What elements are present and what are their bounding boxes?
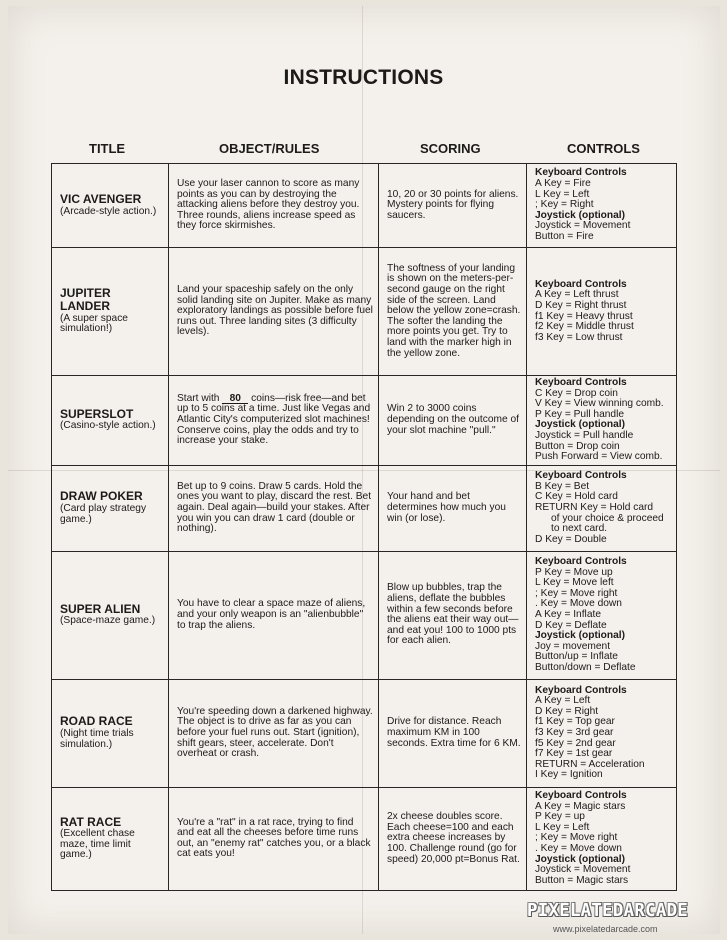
game-name: JUPITER LANDER [60,286,111,313]
control-mapping: I Key = Ignition [535,769,603,781]
game-scoring: Blow up bubbles, trap the aliens, deflate the bubbles within a few seconds before the aliens eat their way out—and eat you! 100 to 1000 pts for each alien. [379,551,527,679]
control-mapping: RETURN Key = Hold card [535,501,654,513]
control-mapping: Joystick = Movement [535,864,631,876]
game-scoring: Drive for distance. Reach maximum KM in 100 seconds. Extra time for 6 KM. [379,679,527,787]
game-name: RAT RACE [60,814,122,829]
table-row [52,376,677,466]
control-mapping: P Key = Pull handle [535,408,625,420]
watermark-logo: PIXELATEDARCADE [527,901,689,921]
controls-heading: Keyboard Controls [535,684,627,696]
control-mapping: f7 Key = 1st gear [535,748,613,760]
control-mapping: P Key = up [535,811,585,823]
table-row [52,164,677,248]
control-mapping: C Key = Drop coin [535,387,618,399]
game-title-cell [52,164,169,248]
game-controls [527,551,677,679]
game-rules: Bet up to 9 coins. Draw 5 cards. Hold the ones you want to play, discard the rest. Bet again. Deal again—build your stakes. After you win you can draw 1 card (double or nothing). [169,465,379,551]
table-row [52,465,677,551]
control-mapping: . Key = Move down [535,598,622,610]
game-name: SUPERSLOT [60,406,134,421]
control-mapping: ; Key = Right [535,199,594,211]
game-controls [527,787,677,890]
control-mapping: L Key = Move left [535,577,614,589]
control-mapping: Button/down = Deflate [535,661,636,673]
column-header-scoring: SCORING [420,141,481,156]
control-mapping: Button = Fire [535,230,594,242]
game-controls [527,465,677,551]
watermark-url: www.pixelatedarcade.com [553,924,658,934]
control-mapping: D Key = Right thrust [535,299,627,311]
control-mapping: D Key = Right [535,705,599,717]
control-mapping: of your choice & proceed to next card. [551,512,664,535]
game-title-cell [52,465,169,551]
control-mapping: f1 Key = Top gear [535,716,615,728]
controls-heading: Keyboard Controls [535,470,627,482]
table-row [52,551,677,679]
control-mapping: ; Key = Move right [535,832,618,844]
control-mapping: Joystick = Movement [535,220,631,232]
control-mapping: V Key = View winning comb. [535,398,664,410]
controls-heading: Joystick (optional) [535,853,626,865]
control-mapping: f5 Key = 2nd gear [535,737,616,749]
game-genre: (Night time trials simulation.) [60,727,134,750]
page-title: INSTRUCTIONS [283,66,444,89]
game-controls [527,376,677,466]
game-genre: (Casino-style action.) [60,420,156,432]
control-mapping: f3 Key = 3rd gear [535,726,614,738]
game-rules: Land your spaceship safely on the only solid landing site on Jupiter. Make as many exploratory landings as possible before fuel runs out. Three landing sites (3 difficulty levels). [169,248,379,376]
controls-heading: Joystick (optional) [535,209,626,221]
game-scoring: Win 2 to 3000 coins depending on the outcome of your slot machine "pull." [379,376,527,466]
game-title-cell [52,248,169,376]
controls-heading: Joystick (optional) [535,630,626,642]
game-genre: (Card play strategy game.) [60,502,147,525]
game-name: DRAW POKER [60,489,143,504]
rules-suffix: coins—risk free—and bet up to 5 coins at a time. Just like Vegas and Atlantic City's computerized slot machines! Conserve coins, play the odds and try to increase your stake. [177,392,371,447]
control-mapping: f3 Key = Low thrust [535,331,623,343]
control-mapping: Push Forward = View comb. [535,451,663,463]
control-mapping: RETURN = Acceleration [535,758,645,770]
control-mapping: C Key = Hold card [535,491,618,503]
control-mapping: A Key = Magic stars [535,800,626,812]
control-mapping: A Key = Inflate [535,608,601,620]
column-header-title: TITLE [89,141,126,156]
control-mapping: L Key = Left [535,188,590,200]
control-mapping: A Key = Left thrust [535,289,619,301]
control-mapping: L Key = Left [535,821,590,833]
control-mapping: B Key = Bet [535,480,590,492]
control-mapping: ; Key = Move right [535,587,618,599]
control-mapping: Joy = movement [535,640,611,652]
game-rules: You have to clear a space maze of aliens, and your only weapon is an "alienbubble" to trap the aliens. [169,551,379,679]
control-mapping: f1 Key = Heavy thrust [535,310,633,322]
rules-prefix: Start with [177,392,220,404]
table-row [52,787,677,890]
game-rules [169,376,379,466]
game-genre: (A super space simulation!) [60,312,128,335]
game-genre: (Space-maze game.) [60,615,156,627]
game-controls [527,679,677,787]
control-mapping: Joystick = Pull handle [535,429,634,441]
game-controls [527,248,677,376]
game-rules: You're a "rat" in a rat race, trying to find and eat all the cheeses before time runs out, an "enemy rat" catches you, or a black cat eats you! [169,787,379,890]
control-mapping: Button/up = Inflate [535,651,618,663]
control-mapping: A Key = Left [535,695,591,707]
control-mapping: P Key = Move up [535,566,613,578]
controls-heading: Keyboard Controls [535,278,627,290]
column-header-controls: CONTROLS [567,141,640,156]
controls-heading: Keyboard Controls [535,555,627,567]
game-title-cell [52,551,169,679]
game-scoring: Your hand and bet determines how much you win (or lose). [379,465,527,551]
game-title-cell [52,679,169,787]
control-mapping: D Key = Double [535,533,607,545]
control-mapping: D Key = Deflate [535,619,607,631]
instructions-table [51,163,677,891]
control-mapping: A Key = Fire [535,178,591,190]
controls-heading: Keyboard Controls [535,377,627,388]
game-genre: (Arcade-style action.) [60,205,157,217]
game-rules: You're speeding down a darkened highway. The object is to drive as far as you can before your fuel runs out. Start (ignition), shift gears, steer, accelerate. Don't overheat or crash. [169,679,379,787]
control-mapping: Button = Magic stars [535,874,629,886]
game-controls [527,164,677,248]
game-name: ROAD RACE [60,714,133,729]
game-title-cell [52,376,169,466]
control-mapping: f2 Key = Middle thrust [535,321,634,333]
control-mapping: Button = Drop coin [535,440,620,452]
game-genre: (Excellent chase maze, time limit game.) [60,828,135,861]
game-name: VIC AVENGER [60,191,142,206]
game-scoring: 10, 20 or 30 points for aliens. Mystery points for flying saucers. [379,164,527,248]
controls-heading: Joystick (optional) [535,419,626,431]
game-scoring: 2x cheese doubles score. Each cheese=100 and each extra cheese increases by 100. Challenge round (go for speed) 20,000 pt=Bonus Rat. [379,787,527,890]
controls-heading: Keyboard Controls [535,167,627,179]
table-row [52,248,677,376]
game-scoring: The softness of your landing is shown on the meters-per-second gauge on the right side of the screen. Land below the yellow zone=crash. The softer the landing the more points you get. Try to land with the marker high in the yellow zone. [379,248,527,376]
controls-heading: Keyboard Controls [535,790,627,802]
game-title-cell [52,787,169,890]
game-rules: Use your laser cannon to score as many points as you can by destroying the attacking aliens before they destroy you. Three rounds, aliens increase speed as they force skirmishes. [169,164,379,248]
table-row [52,679,677,787]
starting-coins-blank: 80 [222,394,248,404]
game-name: SUPER ALIEN [60,601,141,616]
column-header-object-rules: OBJECT/RULES [219,141,320,156]
control-mapping: . Key = Move down [535,843,622,855]
